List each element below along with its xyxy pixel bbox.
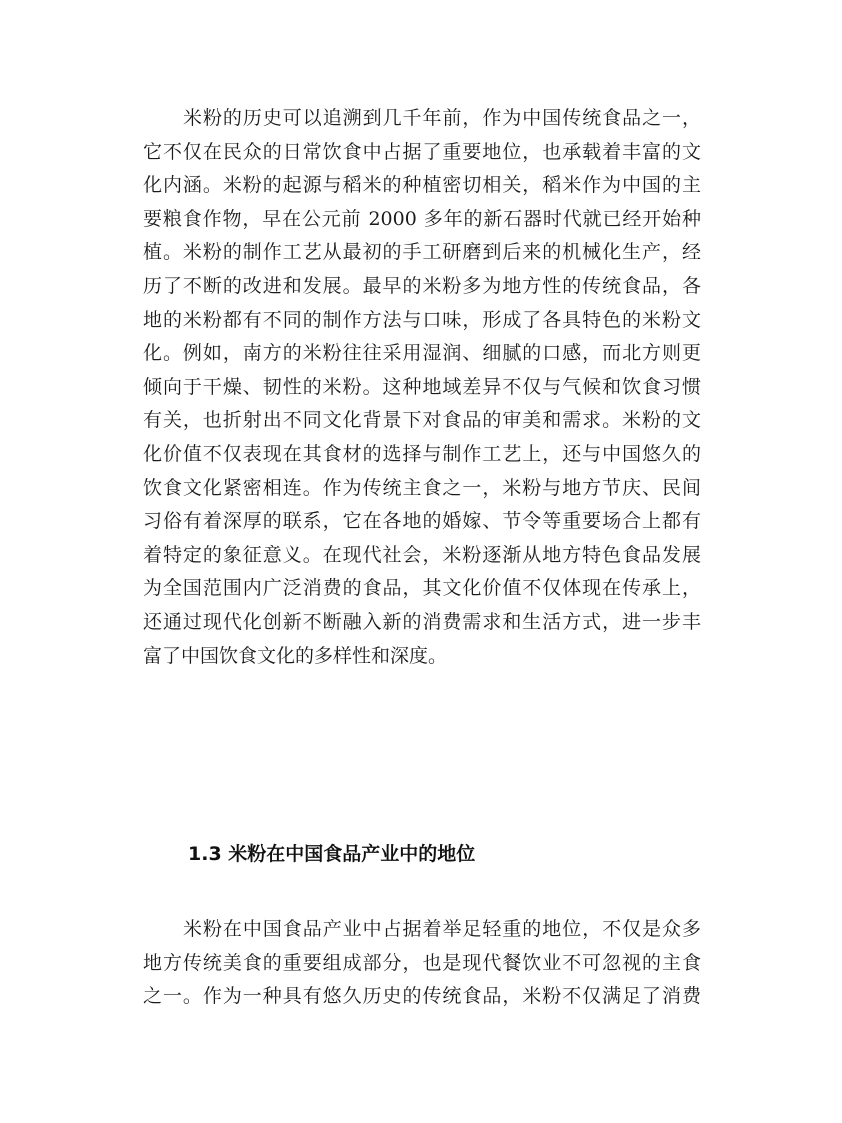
paragraph-line: 历了不断的改进和发展。最早的米粉多为地方性的传统食品，各 (143, 274, 701, 297)
paragraph-line: 地的米粉都有不同的制作方法与口味，形成了各具特色的米粉文 (143, 308, 701, 331)
paragraph-line: 倾向于干燥、韧性的米粉。这种地域差异不仅与气候和饮食习惯 (143, 375, 701, 398)
paragraph-rice-noodle-history (143, 102, 701, 673)
paragraph-line: 为全国范围内广泛消费的食品，其文化价值不仅体现在传承上， (143, 577, 701, 600)
paragraph-line: 有关，也折射出不同文化背景下对食品的审美和需求。米粉的文 (143, 409, 701, 432)
paragraph-line: 要粮食作物，早在公元前 2000 多年的新石器时代就已经开始种 (143, 207, 701, 230)
paragraph-line: 还通过现代化创新不断融入新的消费需求和生活方式，进一步丰 (143, 610, 701, 633)
paragraph-line: 富了中国饮食文化的多样性和深度。 (143, 644, 448, 667)
paragraph-line: 米粉在中国食品产业中占据着举足轻重的地位，不仅是众多 (183, 918, 701, 940)
paragraph-line: 植。米粉的制作工艺从最初的手工研磨到后来的机械化生产，经 (143, 241, 701, 264)
section-heading: 1.3 米粉在中国食品产业中的地位 (188, 843, 476, 865)
paragraph-line: 米粉的历史可以追溯到几千年前，作为中国传统食品之一， (183, 107, 701, 129)
paragraph-line: 化价值不仅表现在其食材的选择与制作工艺上，还与中国悠久的 (143, 442, 701, 465)
paragraph-line: 化内涵。米粉的起源与稻米的种植密切相关，稻米作为中国的主 (143, 174, 701, 197)
paragraph-line: 之一。作为一种具有悠久历史的传统食品，米粉不仅满足了消费 (143, 985, 701, 1008)
paragraph-line: 着特定的象征意义。在现代社会，米粉逐渐从地方特色食品发展 (143, 543, 701, 566)
paragraph-line: 习俗有着深厚的联系，它在各地的婚嫁、节令等重要场合上都有 (143, 510, 701, 533)
paragraph-line: 饮食文化紧密相连。作为传统主食之一，米粉与地方节庆、民间 (143, 476, 701, 499)
paragraph-line: 它不仅在民众的日常饮食中占据了重要地位，也承载着丰富的文 (143, 140, 701, 163)
paragraph-industry-status (143, 913, 701, 1014)
paragraph-line: 地方传统美食的重要组成部分，也是现代餐饮业不可忽视的主食 (143, 951, 701, 974)
paragraph-line: 化。例如，南方的米粉往往采用湿润、细腻的口感，而北方则更 (143, 342, 701, 365)
